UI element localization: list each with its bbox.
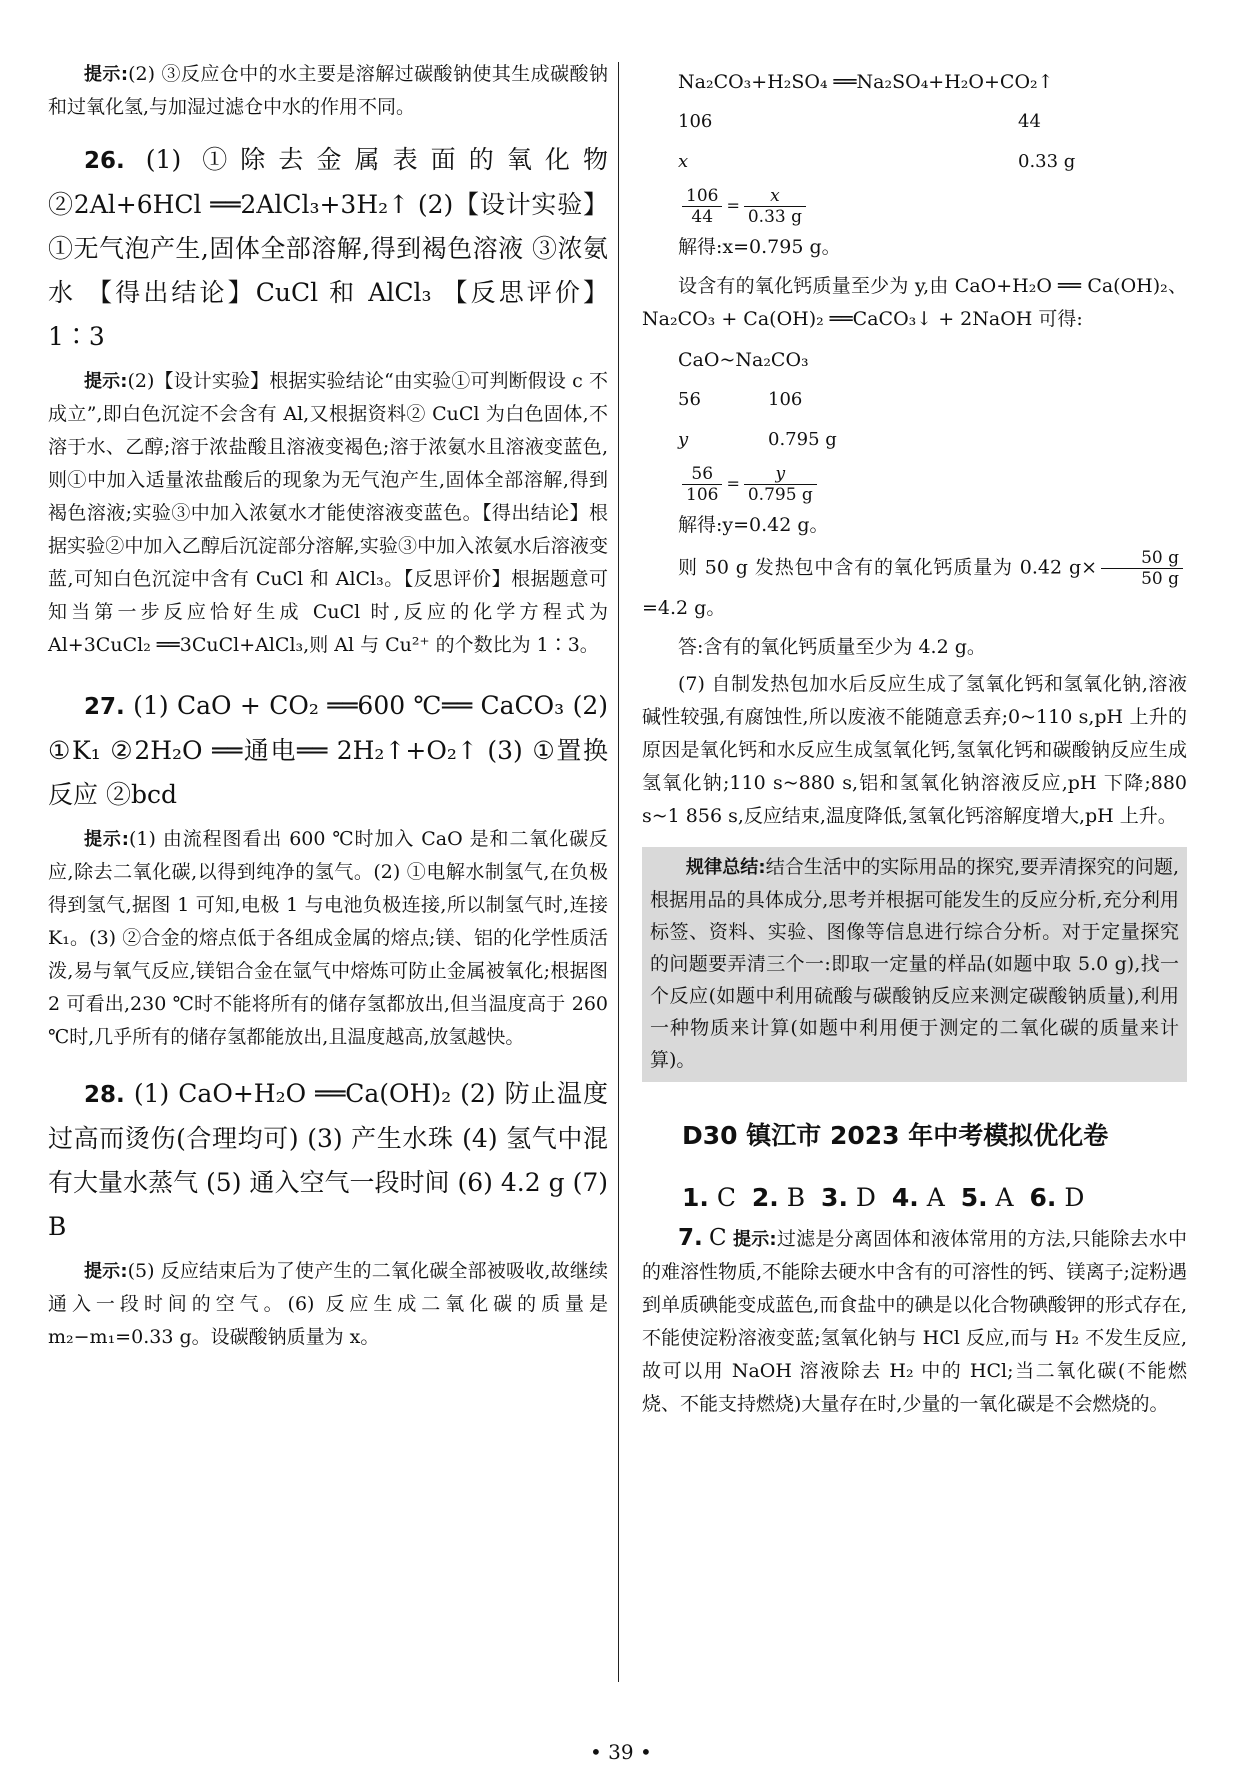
- mc-value: B: [786, 1183, 806, 1212]
- column-divider: [618, 62, 619, 1682]
- answer-text: (1) ①除去金属表面的氧化物 ②2Al+6HCl ══2AlCl₃+3H₂↑ (2)【设计实验】①无气泡产生,固体全部溶解,得到褐色溶液 ③浓氨水 【得出结论】CuCl 和 AlCl₃ 【反思评价】1∶3: [48, 145, 608, 351]
- mc-number: 2.: [751, 1183, 779, 1212]
- equation-value: x: [678, 151, 689, 172]
- summary-label: 规律总结:: [686, 857, 766, 878]
- hint-text: (5) 反应结束后为了使产生的二氧化碳全部被吸收,故继续通入一段时间的空气。(6) 反应生成二氧化碳的质量是 m₂−m₁=0.33 g。设碳酸钠质量为 x。: [48, 1260, 609, 1348]
- hint-text: (1) 由流程图看出 600 ℃时加入 CaO 是和二氧化碳反应,除去二氧化碳,以得到纯净的氢气。(2) ①电解水制氢气,在负极得到氢气,据图 1 可知,电极 1 与电池负极连接,所以制氢气时,连接 K₁。(3) ②合金的熔点低于各组成金属的熔点;镁、铝的化学性质活泼,易与氧气反应,镁铝合金在氩气中熔炼可防止金属被氧化;根据图 2 可看出,230 ℃时不能将所有的储存氢都放出,但当温度高于 260 ℃时,几乎所有的储存氢都能放出,且温度越高,放氢越快。: [48, 828, 608, 1048]
- paragraph-7: (7) 自制发热包加水后反应生成了氢氧化钙和氢氧化钠,溶液碱性较强,有腐蚀性,所以废液不能随意丢弃;0~110 s,pH 上升的原因是氧化钙和水反应生成氢氧化钙,氢氧化钙和碳酸钠反应生成氢氧化钠;110 s~880 s,铝和氢氧化钠溶液反应,pH 下降;880 s~1 856 s,反应结束,温度降低,氢氧化钙溶解度增大,pH 上升。: [642, 673, 1187, 827]
- hint-paragraph: [48, 365, 608, 662]
- equation-value: 44: [1018, 111, 1041, 132]
- fraction: [1101, 548, 1183, 589]
- mc-value: A: [926, 1183, 945, 1212]
- solve-line: 解得:x=0.795 g。: [678, 236, 841, 258]
- fraction: [744, 186, 806, 227]
- mass-text: 则 50 g 发热包中含有的氧化钙质量为 0.42 g×: [678, 556, 1098, 579]
- relation-value: 56: [678, 389, 701, 410]
- summary-text: 结合生活中的实际用品的探究,要弄清探究的问题,根据用品的具体成分,思考并根据可能发生的反应分析,充分利用标签、资料、实验、图像等信息进行综合分析。对于定量探究的问题要弄清三个一:即取一定量的样品(如题中取 5.0 g),找一个反应(如题中利用硫酸与碳酸钠反应来测定碳酸钠质量),利用一种物质来计算(如题中利用便于测定的二氧化碳的质量来计算)。: [650, 856, 1179, 1071]
- mc-number: 5.: [960, 1183, 988, 1212]
- equation-row: [642, 142, 1187, 182]
- question-number: 28.: [84, 1082, 125, 1108]
- answer-choice: C: [709, 1225, 727, 1251]
- proportion: $\frac{56}{106}$ = $\frac{y}{0.795 g}$: [642, 464, 1187, 505]
- equation-value: 106: [678, 111, 713, 132]
- answer-line: 答:含有的氧化钙质量至少为 4.2 g。: [678, 636, 986, 658]
- answer-26: [48, 138, 608, 359]
- relation-row: [642, 420, 1187, 460]
- summary-box: [642, 847, 1187, 1082]
- numerator: x: [744, 186, 806, 207]
- hint-paragraph: [48, 1255, 608, 1354]
- mc-value: D: [855, 1183, 876, 1212]
- question-number: 26.: [84, 148, 125, 174]
- fraction: [682, 464, 722, 505]
- proportion: $\frac{106}{44}$ = $\frac{x}{0.33 g}$: [642, 186, 1187, 227]
- mc-number: 1.: [682, 1183, 709, 1212]
- mc-value: D: [1064, 1183, 1085, 1212]
- mc-value: A: [995, 1183, 1014, 1212]
- relation-line: CaO~Na₂CO₃: [678, 349, 809, 371]
- relation-value: 106: [768, 389, 803, 410]
- hint-label: 提示:: [84, 371, 128, 392]
- mc-answers: [682, 1178, 1187, 1218]
- hint-text: 过滤是分离固体和液体常用的方法,只能除去水中的难溶性物质,不能除去硬水中含有的可溶性的钙、镁离子;淀粉遇到单质碘能变成蓝色,而食盐中的碘是以化合物碘酸钾的形式存在,不能使淀粉溶液变蓝;氢氧化钠与 HCl 反应,而与 H₂ 不发生反应,故可以用 NaOH 溶液除去 H₂ 中的 HCl;当二氧化碳(不能燃烧、不能支持燃烧)大量存在时,少量的一氧化碳是不会燃烧的。: [642, 1228, 1188, 1415]
- numerator: 56: [682, 464, 722, 485]
- section-title: D30 镇江市 2023 年中考模拟优化卷: [682, 1121, 1109, 1150]
- denominator: 50 g: [1141, 569, 1179, 589]
- fraction: [744, 464, 817, 505]
- mass-text: =4.2 g。: [642, 597, 726, 619]
- mc-number: 6.: [1029, 1183, 1057, 1212]
- answer-27: [48, 684, 608, 817]
- mass-paragraph: [642, 548, 1187, 627]
- numerator: y: [744, 464, 817, 485]
- equation-line: Na₂CO₃+H₂SO₄ ══Na₂SO₄+H₂O+CO₂↑: [678, 71, 1054, 93]
- hint-text: (2)【设计实验】根据实验结论“由实验①可判断假设 c 不成立”,即白色沉淀不会含有 Al,又根据资料② CuCl 为白色固体,不溶于水、乙醇;溶于浓盐酸且溶液变褐色;溶于浓氨水且溶液变蓝色,则①中加入适量浓盐酸后的现象为无气泡产生,固体全部溶解,得到褐色溶液;实验③中加入浓氨水才能使溶液变蓝色。【得出结论】根据实验②中加入乙醇后沉淀部分溶解,实验③中加入浓氨水后溶液变蓝,可知白色沉淀中含有 CuCl 和 AlCl₃。【反思评价】根据题意可知当第一步反应恰好生成 CuCl 时,反应的化学方程式为 Al+3CuCl₂ ══3CuCl+AlCl₃,则 Al 与 Cu²⁺ 的个数比为 1∶3。: [48, 370, 608, 656]
- relation-row: [642, 380, 1187, 420]
- page-number: • 39 •: [590, 1740, 652, 1764]
- denominator: 0.795 g: [747, 485, 813, 505]
- equation-value: 0.33 g: [1018, 151, 1076, 172]
- hint-label: 提示:: [84, 64, 129, 85]
- question-number: 7.: [678, 1225, 703, 1251]
- question-number: 27.: [84, 694, 125, 720]
- equation-row: [642, 102, 1187, 142]
- hint-text: (2) ③反应仓中的水主要是溶解过碳酸钠使其生成碳酸钠和过氧化氢,与加湿过滤仓中水的作用不同。: [48, 63, 608, 118]
- summary-paragraph: [650, 851, 1179, 1076]
- relation-value: 0.795 g: [768, 429, 837, 450]
- hint-paragraph: [48, 823, 608, 1054]
- hint-label: 提示:: [84, 829, 129, 850]
- denominator: 106: [686, 485, 719, 505]
- denominator: 0.33 g: [747, 207, 802, 227]
- solve-line: 解得:y=0.42 g。: [678, 514, 829, 536]
- hint-label: 提示:: [732, 1229, 777, 1250]
- numerator: 106: [682, 186, 722, 207]
- cao-paragraph: 设含有的氧化钙质量至少为 y,由 CaO+H₂O ══ Ca(OH)₂、Na₂CO₃ + Ca(OH)₂ ══CaCO₃↓ + 2NaOH 可得:: [642, 275, 1187, 330]
- answer-7: [642, 1222, 1187, 1421]
- left-column: [48, 58, 608, 1354]
- mc-value: C: [716, 1183, 736, 1212]
- relation-value: y: [678, 429, 689, 450]
- answer-text: (1) CaO + CO₂ ══600 ℃══ CaCO₃ (2) ①K₁ ②2H₂O ══通电══ 2H₂↑+O₂↑ (3) ①置换反应 ②bcd: [48, 691, 608, 809]
- denominator: 44: [691, 207, 714, 227]
- right-column: [642, 62, 1187, 1421]
- mc-number: 4.: [891, 1183, 919, 1212]
- answer-28: [48, 1072, 608, 1249]
- fraction: [682, 186, 722, 227]
- answer-text: (1) CaO+H₂O ══Ca(OH)₂ (2) 防止温度过高而烫伤(合理均可) (3) 产生水珠 (4) 氢气中混有大量水蒸气 (5) 通入空气一段时间 (6) 4.2 g (7) B: [48, 1079, 608, 1241]
- mc-number: 3.: [821, 1183, 848, 1212]
- hint-paragraph: [48, 58, 608, 124]
- hint-label: 提示:: [84, 1261, 128, 1282]
- numerator: 50 g: [1101, 548, 1183, 569]
